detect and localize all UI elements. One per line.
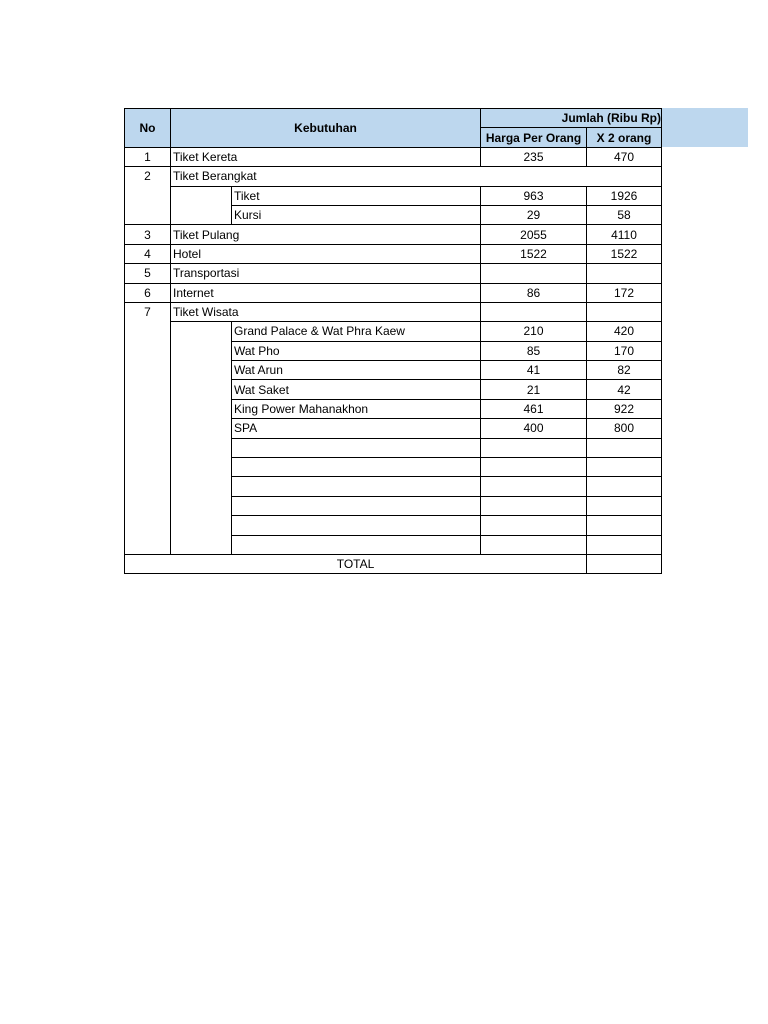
- header-harga-per-orang: Harga Per Orang: [481, 128, 587, 147]
- header-no: No: [125, 109, 171, 148]
- row-x2: 420: [587, 322, 662, 341]
- row-item: Tiket Pulang: [171, 225, 481, 244]
- header-jumlah: Jumlah (Ribu Rp): [481, 109, 662, 128]
- row-subitem: Wat Saket: [232, 380, 481, 399]
- row-subitem: Kursi: [232, 205, 481, 224]
- row-subitem: SPA: [232, 419, 481, 438]
- table-row: [125, 302, 662, 321]
- row-x2: 58: [587, 205, 662, 224]
- total-label: TOTAL: [125, 554, 587, 573]
- row-x2: 172: [587, 283, 662, 302]
- header-x2-orang: X 2 orang: [587, 128, 662, 147]
- row-harga: 86: [481, 283, 587, 302]
- row-harga: 29: [481, 205, 587, 224]
- row-subitem: King Power Mahanakhon: [232, 399, 481, 418]
- row-x2: 4110: [587, 225, 662, 244]
- row-item: Transportasi: [171, 264, 481, 283]
- row-harga: 1522: [481, 244, 587, 263]
- row-harga: 210: [481, 322, 587, 341]
- row-x2: [587, 264, 662, 283]
- row-x2: 800: [587, 419, 662, 438]
- row-x2: [587, 302, 662, 321]
- row-no: 5: [125, 264, 171, 283]
- row-x2: 82: [587, 361, 662, 380]
- table-row: [125, 225, 662, 244]
- row-no: 4: [125, 244, 171, 263]
- row-x2: 42: [587, 380, 662, 399]
- row-subitem: Tiket: [232, 186, 481, 205]
- row-x2: 170: [587, 341, 662, 360]
- row-no: 6: [125, 283, 171, 302]
- row-harga: 85: [481, 341, 587, 360]
- row-x2: 470: [587, 147, 662, 166]
- row-subitem: Wat Pho: [232, 341, 481, 360]
- row-harga: [481, 302, 587, 321]
- row-item: Tiket Wisata: [171, 302, 481, 321]
- row-no: 1: [125, 147, 171, 166]
- header-fill-extension: [662, 108, 748, 147]
- table-row: [125, 283, 662, 302]
- row-no: 3: [125, 225, 171, 244]
- row-x2: 1926: [587, 186, 662, 205]
- indent-cell: [171, 186, 232, 225]
- row-subitem: Grand Palace & Wat Phra Kaew: [232, 322, 481, 341]
- row-harga: 21: [481, 380, 587, 399]
- row-harga: 461: [481, 399, 587, 418]
- row-no: 7: [125, 302, 171, 554]
- table-row: [125, 186, 662, 205]
- indent-cell: [171, 322, 232, 555]
- row-item: Tiket Kereta: [171, 147, 481, 166]
- row-harga: 400: [481, 419, 587, 438]
- row-harga: 963: [481, 186, 587, 205]
- table-row: [125, 322, 662, 341]
- row-no: 2: [125, 167, 171, 225]
- row-harga: 41: [481, 361, 587, 380]
- total-row: [125, 554, 662, 573]
- budget-table: [124, 108, 662, 574]
- row-harga: 235: [481, 147, 587, 166]
- header-kebutuhan: Kebutuhan: [171, 109, 481, 148]
- row-subitem: Wat Arun: [232, 361, 481, 380]
- row-item: Tiket Berangkat: [171, 167, 662, 186]
- table-row: [125, 264, 662, 283]
- table-row: [125, 147, 662, 166]
- table-row: [125, 244, 662, 263]
- row-harga: [481, 264, 587, 283]
- row-item: Hotel: [171, 244, 481, 263]
- row-x2: 922: [587, 399, 662, 418]
- row-item: Internet: [171, 283, 481, 302]
- table-row: [125, 167, 662, 186]
- row-harga: 2055: [481, 225, 587, 244]
- row-x2: 1522: [587, 244, 662, 263]
- total-value: [587, 554, 662, 573]
